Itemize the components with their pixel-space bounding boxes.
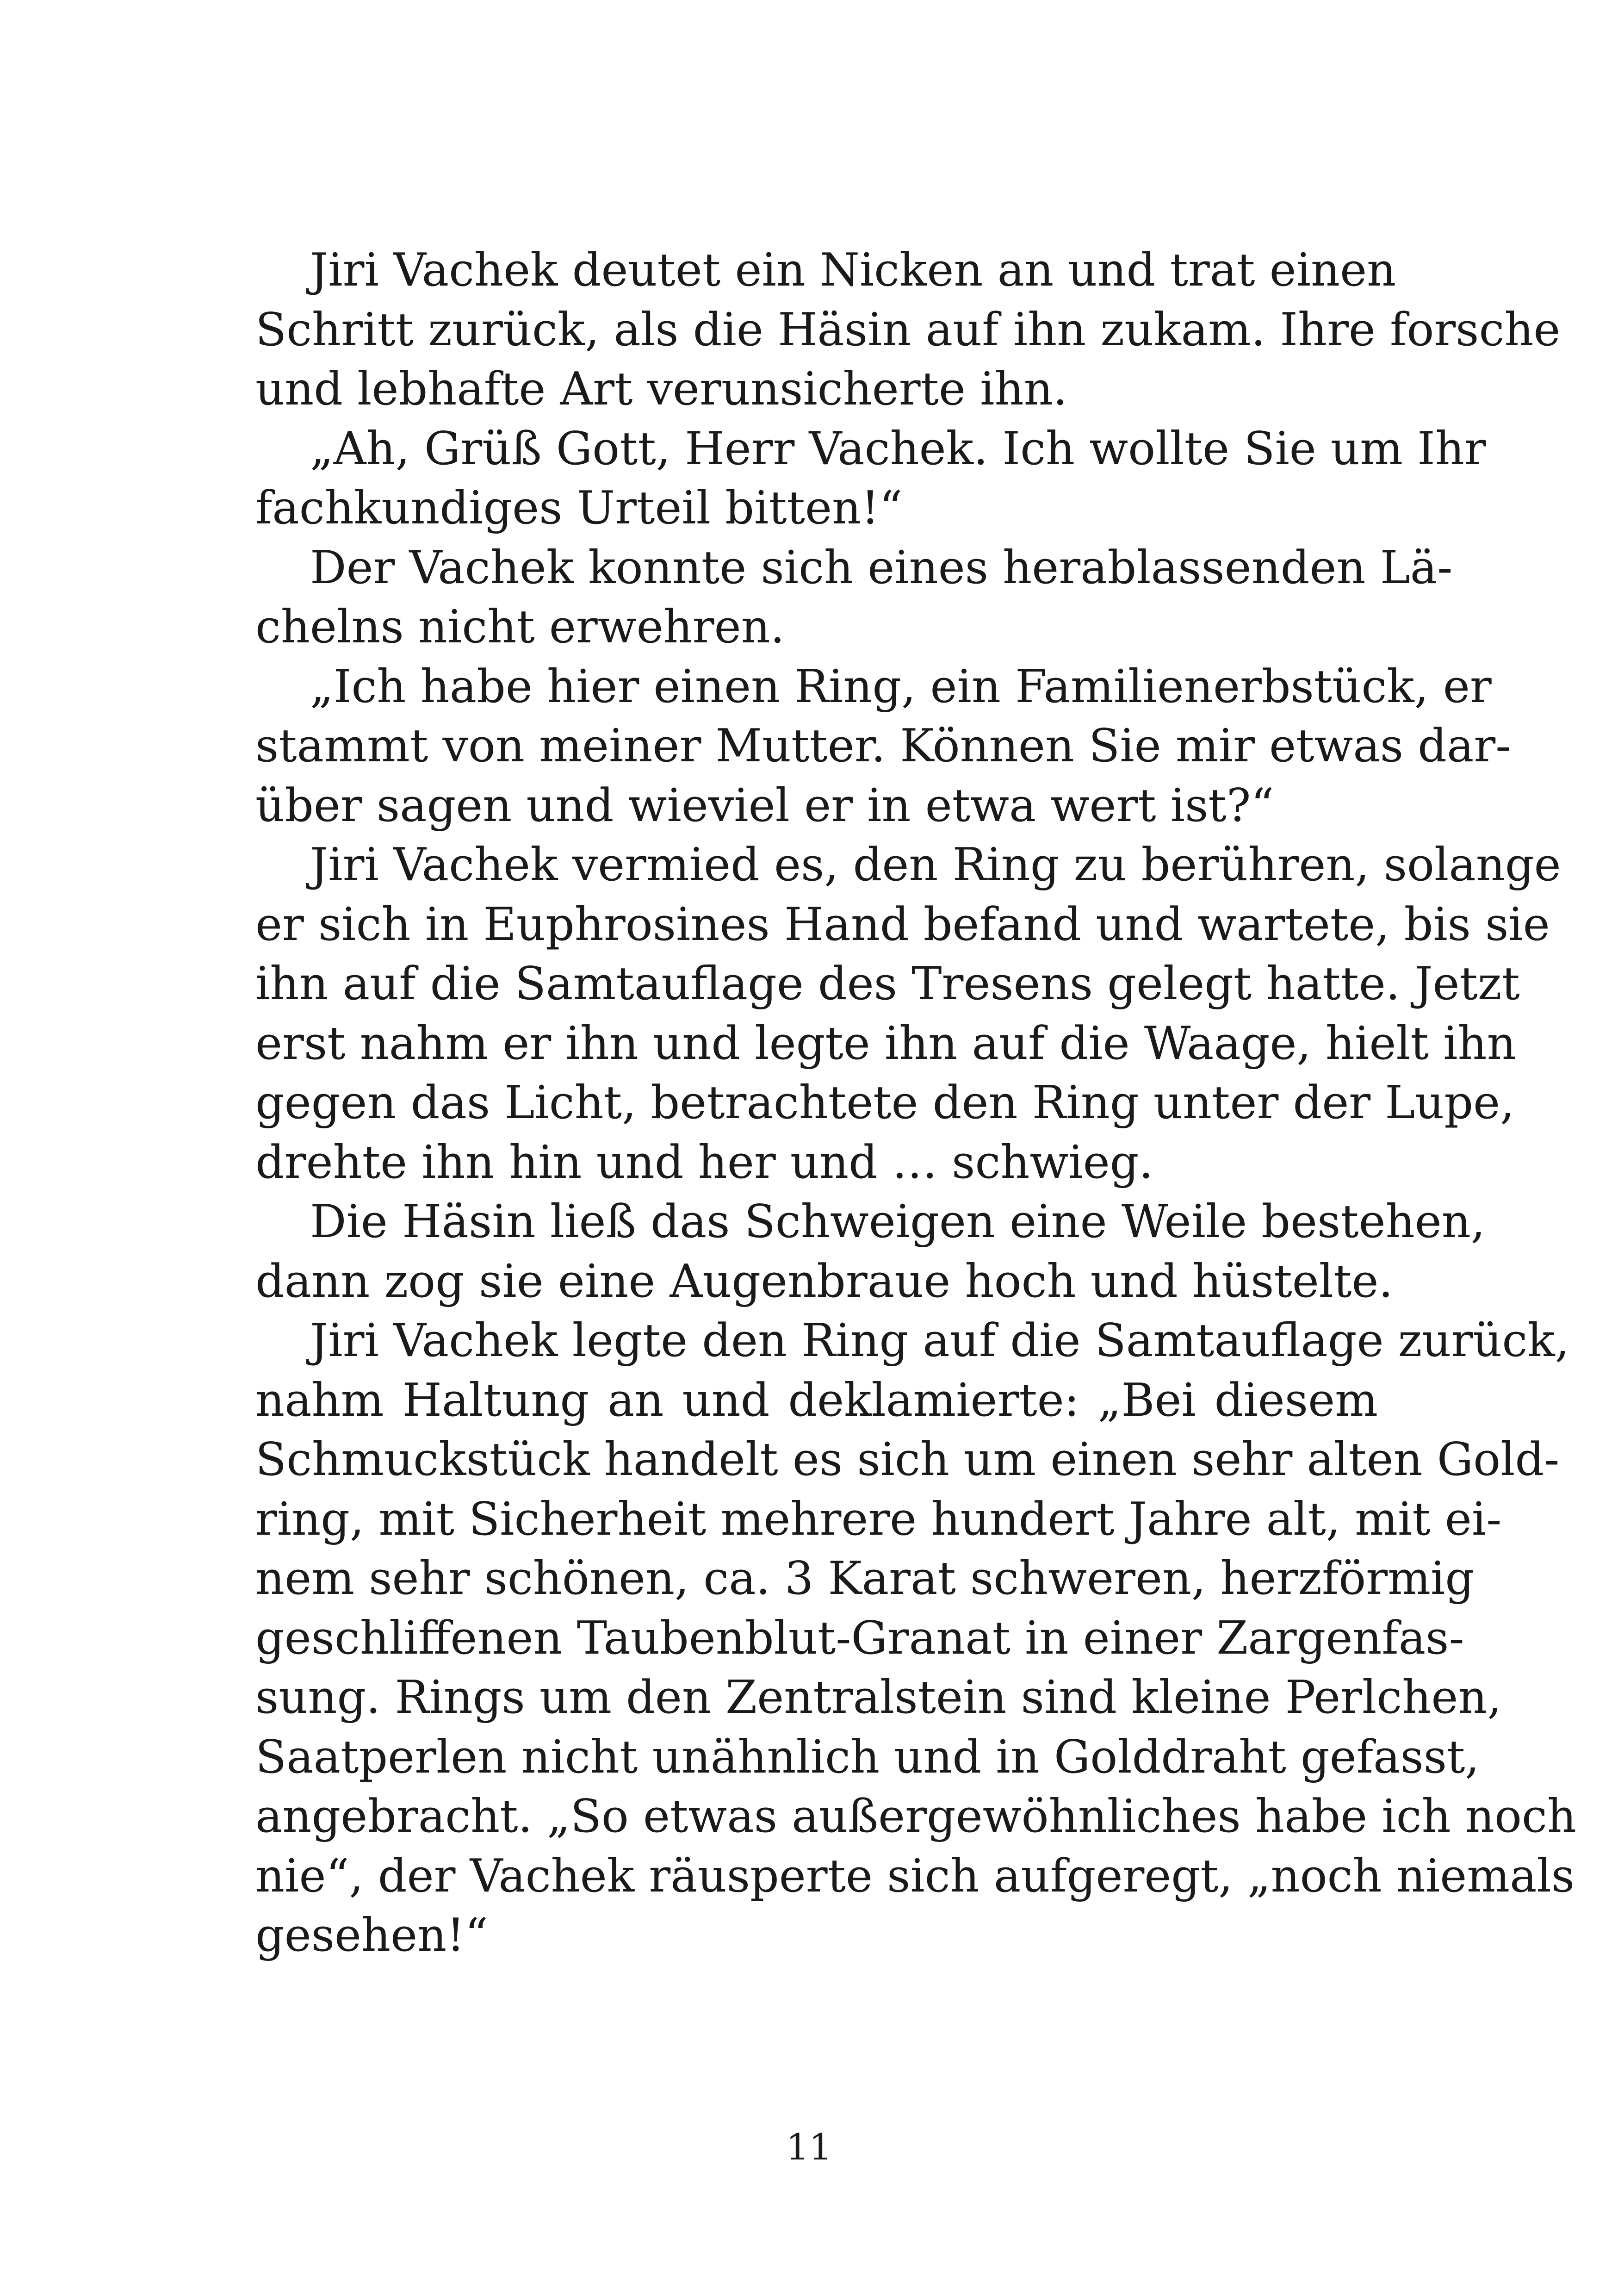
text-line: chelns nicht erwehren. <box>255 601 785 653</box>
text-line: gegen das Licht, betrachtete den Ring unter der Lupe, <box>255 1076 1515 1129</box>
body-text <box>255 241 1577 1966</box>
text-line: dann zog sie eine Augenbraue hoch und hüstelte. <box>255 1255 1393 1308</box>
text-line: nem sehr schönen, ca. 3 Karat schweren, herzförmig <box>255 1552 1475 1605</box>
text-line: ihn auf die Samtauflage des Tresens gelegt hatte. Jetzt <box>255 958 1520 1010</box>
text-line: „Ich habe hier einen Ring, ein Familienerbstück, er <box>310 660 1492 713</box>
text-line: und lebhafte Art verunsicherte ihn. <box>255 363 1067 416</box>
text-line: Jiri Vachek vermied es, den Ring zu berühren, solange <box>310 839 1561 891</box>
text-line: angebracht. „So etwas außergewöhnliches habe ich noch <box>255 1790 1577 1843</box>
text-line: Schmuckstück handelt es sich um einen sehr alten Gold- <box>255 1433 1560 1486</box>
text-line: gesehen!“ <box>255 1909 488 1962</box>
text-line: Schritt zurück, als die Häsin auf ihn zukam. Ihre forsche <box>255 303 1561 356</box>
text-line: geschliffenen Taubenblut-Granat in einer Zargenfas- <box>255 1612 1464 1665</box>
text-line: „Ah, Grüß Gott, Herr Vachek. Ich wollte Sie um Ihr <box>310 422 1486 475</box>
text-line: Jiri Vachek deutet ein Nicken an und trat einen <box>310 244 1396 297</box>
text-line: nie“, der Vachek räusperte sich aufgeregt, „noch niemals <box>255 1849 1575 1903</box>
text-line: über sagen und wieviel er in etwa wert ist?“ <box>255 779 1274 832</box>
text-line: Saatperlen nicht unähnlich und in Golddraht gefasst, <box>255 1730 1480 1784</box>
text-line: Jiri Vachek legte den Ring auf die Samtauflage zurück, <box>310 1314 1569 1367</box>
text-line: nahm Haltung an und deklamierte: „Bei diesem <box>255 1374 1378 1427</box>
text-line: Die Häsin ließ das Schweigen eine Weile bestehen, <box>310 1195 1486 1248</box>
text-line: drehte ihn hin und her und … schwieg. <box>255 1136 1153 1189</box>
page-number: 11 <box>786 2127 832 2168</box>
text-line: sung. Rings um den Zentralstein sind kleine Perlchen, <box>255 1671 1502 1724</box>
text-line: Der Vachek konnte sich eines herablassenden Lä- <box>310 541 1453 594</box>
text-line: fachkundiges Urteil bitten!“ <box>255 482 903 535</box>
text-line: stammt von meiner Mutter. Können Sie mir etwas dar- <box>255 720 1511 772</box>
text-line: ring, mit Sicherheit mehrere hundert Jahre alt, mit ei- <box>255 1493 1502 1546</box>
text-line: erst nahm er ihn und legte ihn auf die Waage, hielt ihn <box>255 1017 1516 1070</box>
text-line: er sich in Euphrosines Hand befand und wartete, bis sie <box>255 898 1550 951</box>
